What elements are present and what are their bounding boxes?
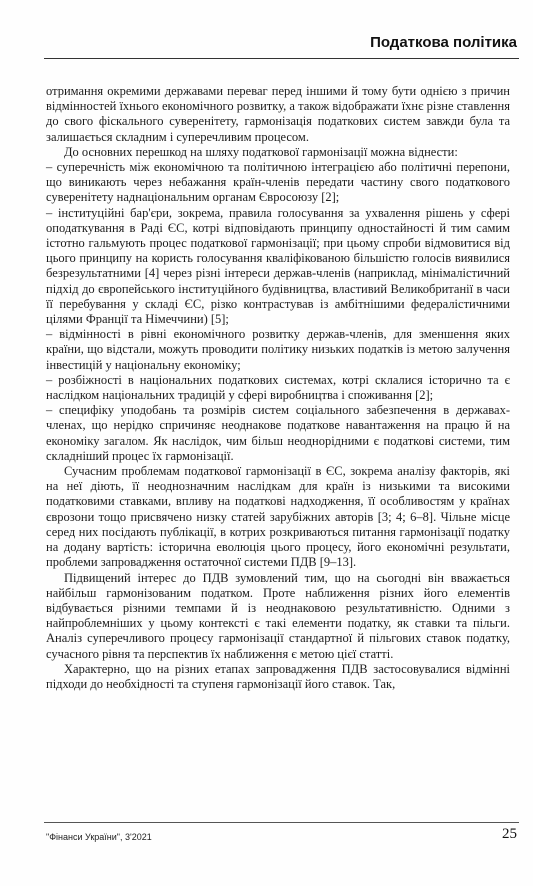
list-item-tax-system-differences: – розбіжності в національних податкових системах, котрі склалися історично та є наслідком національних традицій у сфері виробництва і споживання [2]; <box>46 372 510 403</box>
paragraph-obstacles-intro: До основних перешкод на шляху податкової гармонізації можна віднести: <box>64 144 458 159</box>
page-number: 25 <box>502 826 517 842</box>
list-item-social-security: – специфіку уподобань та розмірів систем соціального забезпечення в державах-членах, що нерідко спричиняє неоднакове податкове навантаження на працю й на економіку загалом. Як наслідок, чим більш неоднорідними є податкові системи, тим складніший процес їх гармонізації. <box>46 403 510 463</box>
running-header-title: Податкова політика <box>370 34 517 51</box>
journal-citation: "Фінанси України", 3'2021 <box>46 832 152 842</box>
header-rule <box>44 58 519 59</box>
paragraph-vat-approaches: Характерно, що на різних етапах запровадження ПДВ застосовувалися відмінні підходи до необхідності та ступеня гармонізації його ставок. Так, <box>46 661 510 691</box>
footer-rule <box>44 822 519 823</box>
paragraph-continuation: отримання окремими державами переваг перед іншими й тому бути однією з причин відмінностей їхнього економічного розвитку, а також відображати їхнє різне ставлення до свого фіскального суверенітету, гармонізація податкових систем завжди була та залишається складним і суперечливим процесом. <box>46 84 510 144</box>
paragraph-vat-interest: Підвищений інтерес до ПДВ зумовлений тим, що на сьогодні він вважається найбільш гармонізованим податком. Проте наближення різних його елементів відбувається різними темпами й із неоднаковою результативністю. Одними з найпроблемніших у цьому контексті є такі елементи податку, як ставки та пільги. Аналіз суперечливого процесу гармонізації стандартної й пільгових ставок податку, сучасного рівня та перспектив їх наближення є метою цієї статті. <box>46 570 510 661</box>
list-item-economic-development: – відмінності в рівні економічного розвитку держав-членів, для зменшення яких країни, що відстали, можуть проводити політику низьких податків із метою залучення інвестицій у національну економіку; <box>46 327 510 372</box>
list-item-political-integration: – суперечність між економічною та політичною інтеграцією або політичні перепони, що виникають через небажання країн-членів передати частину свого податкового суверенітету наднаціональним органам Євросоюзу [2]; <box>46 160 510 205</box>
article-body <box>46 84 510 692</box>
paragraph-literature-review: Сучасним проблемам податкової гармонізації в ЄС, зокрема аналізу факторів, які на неї діють, її неоднозначним наслідкам для країн із низькими та високими податковими ставками, впливу на податкові надходження, її особливостям у країнах єврозони тощо присвячено низку статей зарубіжних авторів [3; 4; 6–8]. Чільне місце серед них посідають публікації, в котрих розкриваються питання гармонізації податку на додану вартість: історична еволюція цього процесу, його економічні результати, проблеми запровадження остаточної системи ПДВ [9–13]. <box>46 464 510 570</box>
list-item-institutional-barriers: – інституційні бар'єри, зокрема, правила голосування за ухвалення рішень у сфері оподаткування в Раді ЄС, котрі відповідають принципу одностайності й тим самим істотно гальмують процес податкової гармонізації; при цьому спроби відмовитися від цього принципу на користь голосування кваліфікованою більшістю голосів виявилися безрезультатними [4] через різні інтереси держав-членів (наприклад, мінімалістичний підхід до європейського інституційного будівництва, властивий Великобританії в часи її перебування у складі ЄС, різко контрастував із амбітнішими федералістичними цілями Франції та Німеччини) [5]; <box>46 205 510 327</box>
